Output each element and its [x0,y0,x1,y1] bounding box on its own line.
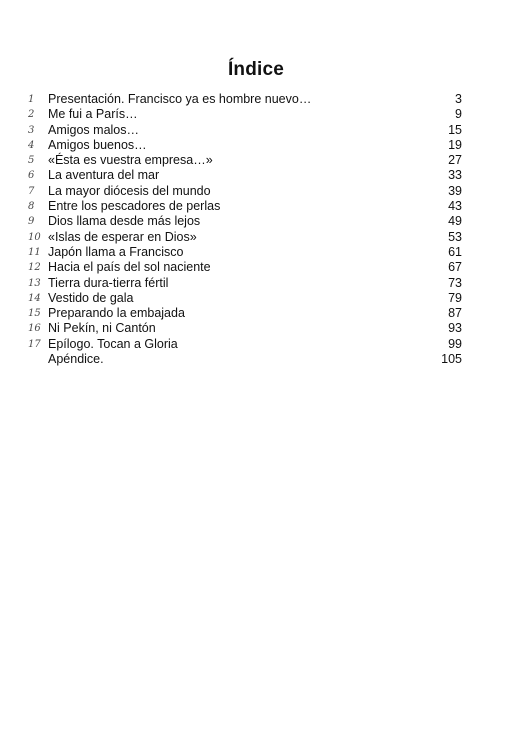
toc-entry-title: Hacia el país del sol naciente [48,260,211,275]
toc-entry-page: 27 [448,153,462,168]
toc-entry [0,199,512,214]
toc-entry-title: Vestido de gala [48,290,134,305]
handwritten-chapter-number: 14 [28,292,41,304]
toc-entry-title: Entre los pescadores de perlas [48,199,221,214]
toc-entry [0,214,512,229]
toc-entry-title: Apéndice. [48,352,104,367]
handwritten-chapter-number: 4 [28,139,35,151]
toc-entry-page: 93 [448,321,462,336]
toc-entry-page: 39 [448,183,462,198]
handwritten-chapter-number: 10 [28,231,41,243]
toc-entry-title: Japón llama a Francisco [48,244,184,259]
toc-entry [0,153,512,168]
toc-entry-page: 79 [448,290,462,305]
toc-entry-page: 15 [448,122,462,137]
page-title: Índice [227,58,285,80]
toc-entry-page: 49 [448,214,462,229]
toc-entry [0,352,512,367]
toc-entry [0,230,512,245]
toc-entry-title: «Ésta es vuestra empresa…» [48,153,213,168]
handwritten-chapter-number: 1 [28,94,35,105]
toc-entry-page: 105 [441,352,462,367]
toc-entry [0,276,512,291]
handwritten-chapter-number: 17 [28,338,41,350]
toc-entry-title: Tierra dura-tierra fértil [48,275,169,290]
handwritten-chapter-number: 5 [28,155,35,167]
toc-entry-title: La aventura del mar [48,168,160,183]
toc-entry-title: Me fui a París… [48,107,138,122]
toc-entry [0,291,512,306]
toc-entry [0,168,512,183]
toc-entry-page: 53 [448,229,462,244]
toc-entry-title: Dios llama desde más lejos [48,214,201,229]
toc-entry [0,245,512,260]
toc-entry-page: 61 [448,244,462,259]
toc-entry [0,260,512,275]
handwritten-chapter-number: 9 [28,216,35,228]
toc-entry-title: «Islas de esperar en Dios» [48,229,197,244]
toc-entry-title: Presentación. Francisco ya es hombre nuevo… [48,92,312,106]
toc-entry-title: Preparando la embajada [48,306,185,321]
toc-entry [0,92,512,107]
toc-entry [0,306,512,321]
toc-entry-title: Ni Pekín, ni Cantón [48,321,156,336]
toc-entry-page: 67 [448,260,462,275]
toc-entry-page: 3 [455,92,462,106]
handwritten-chapter-number: 3 [28,124,35,136]
handwritten-chapter-number: 7 [28,185,35,197]
toc-entry [0,337,512,352]
toc-entry [0,321,512,336]
handwritten-chapter-number: 12 [28,262,41,274]
toc-entry-page: 73 [448,275,462,290]
toc-entry-title: Amigos buenos… [48,137,147,152]
toc-entry [0,107,512,122]
toc-entry-page: 9 [455,107,462,122]
toc-entry-page: 33 [448,168,462,183]
handwritten-chapter-number: 8 [28,201,35,213]
handwritten-chapter-number: 16 [28,323,41,335]
handwritten-chapter-number: 13 [28,277,41,289]
toc-entry-page: 19 [448,137,462,152]
handwritten-chapter-number: 15 [28,308,41,320]
table-of-contents [0,92,512,367]
toc-entry [0,138,512,153]
toc-entry [0,184,512,199]
toc-entry-page: 43 [448,199,462,214]
toc-entry-page: 99 [448,336,462,351]
toc-entry-title: Epílogo. Tocan a Gloria [48,336,178,351]
handwritten-chapter-number: 6 [28,170,35,182]
handwritten-chapter-number: 2 [28,109,35,121]
toc-entry-title: La mayor diócesis del mundo [48,183,211,198]
handwritten-chapter-number: 11 [28,246,41,258]
toc-entry-title: Amigos malos… [48,122,139,137]
toc-entry-page: 87 [448,306,462,321]
toc-entry [0,123,512,138]
